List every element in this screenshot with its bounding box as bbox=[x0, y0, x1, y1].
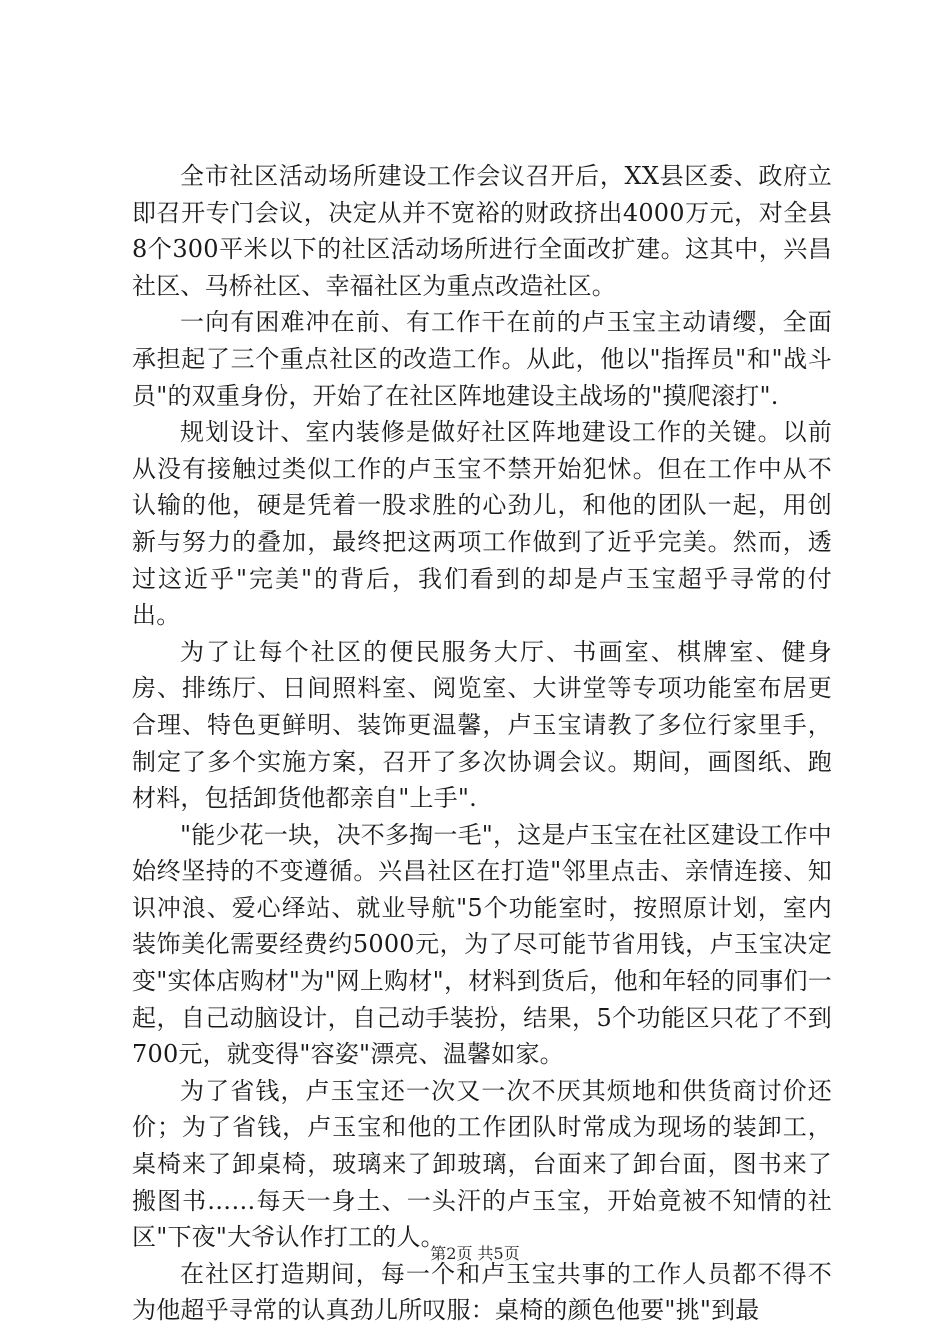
paragraph: 为了省钱，卢玉宝还一次又一次不厌其烦地和供货商讨价还价；为了省钱，卢玉宝和他的工作团队时常成为现场的装卸工，桌椅来了卸桌椅，玻璃来了卸玻璃，台面来了卸台面，图书来了搬图书……每天一身土、一头汗的卢玉宝，开始竟被不知情的社区"下夜"大爷认作打工的人。 bbox=[132, 1076, 832, 1252]
paragraph: 一向有困难冲在前、有工作干在前的卢玉宝主动请缨，全面承担起了三个重点社区的改造工作。从此，他以"指挥员"和"战斗员"的双重身份，开始了在社区阵地建设主战场的"摸爬滚打". bbox=[132, 308, 832, 410]
paragraph: 在社区打造期间，每一个和卢玉宝共事的工作人员都不得不为他超乎寻常的认真劲儿所叹服：桌椅的颜色他要"挑"到最 bbox=[132, 1259, 832, 1325]
page-number-footer: 第2页 共5页 bbox=[430, 1244, 520, 1263]
paragraph: 全市社区活动场所建设工作会议召开后，XX县区委、政府立即召开专门会议，决定从并不宽裕的财政挤出4000万元，对全县8个300平米以下的社区活动场所进行全面改扩建。这其中，兴昌社区、马桥社区、幸福社区为重点改造社区。 bbox=[132, 162, 832, 300]
paragraph: 规划设计、室内装修是做好社区阵地建设工作的关键。以前从没有接触过类似工作的卢玉宝不禁开始犯怵。但在工作中从不认输的他，硬是凭着一股求胜的心劲儿，和他的团队一起，用创新与努力的叠加，最终把这两项工作做到了近乎完美。然而，透过这近乎"完美"的背后，我们看到的却是卢玉宝超乎寻常的付出。 bbox=[132, 418, 832, 630]
paragraph: 为了让每个社区的便民服务大厅、书画室、棋牌室、健身房、排练厅、日间照料室、阅览室、大讲堂等专项功能室布居更合理、特色更鲜明、装饰更温馨，卢玉宝请教了多位行家里手，制定了多个实施方案，召开了多次协调会议。期间，画图纸、跑材料，包括卸货他都亲自"上手". bbox=[132, 637, 832, 813]
paragraph: "能少花一块，决不多掏一毛"，这是卢玉宝在社区建设工作中始终坚持的不变遵循。兴昌社区在打造"邻里点击、亲情连接、知识冲浪、爱心绎站、就业导航"5个功能室时，按照原计划，室内装饰美化需要经费约5000元，为了尽可能节省用钱，卢玉宝决定变"实体店购材"为"网上购材"，材料到货后，他和年轻的同事们一起，自己动脑设计，自己动手装扮，结果，5个功能区只花了不到700元，就变得"容姿"漂亮、温馨如家。 bbox=[132, 820, 832, 1069]
document-body bbox=[132, 158, 832, 1329]
